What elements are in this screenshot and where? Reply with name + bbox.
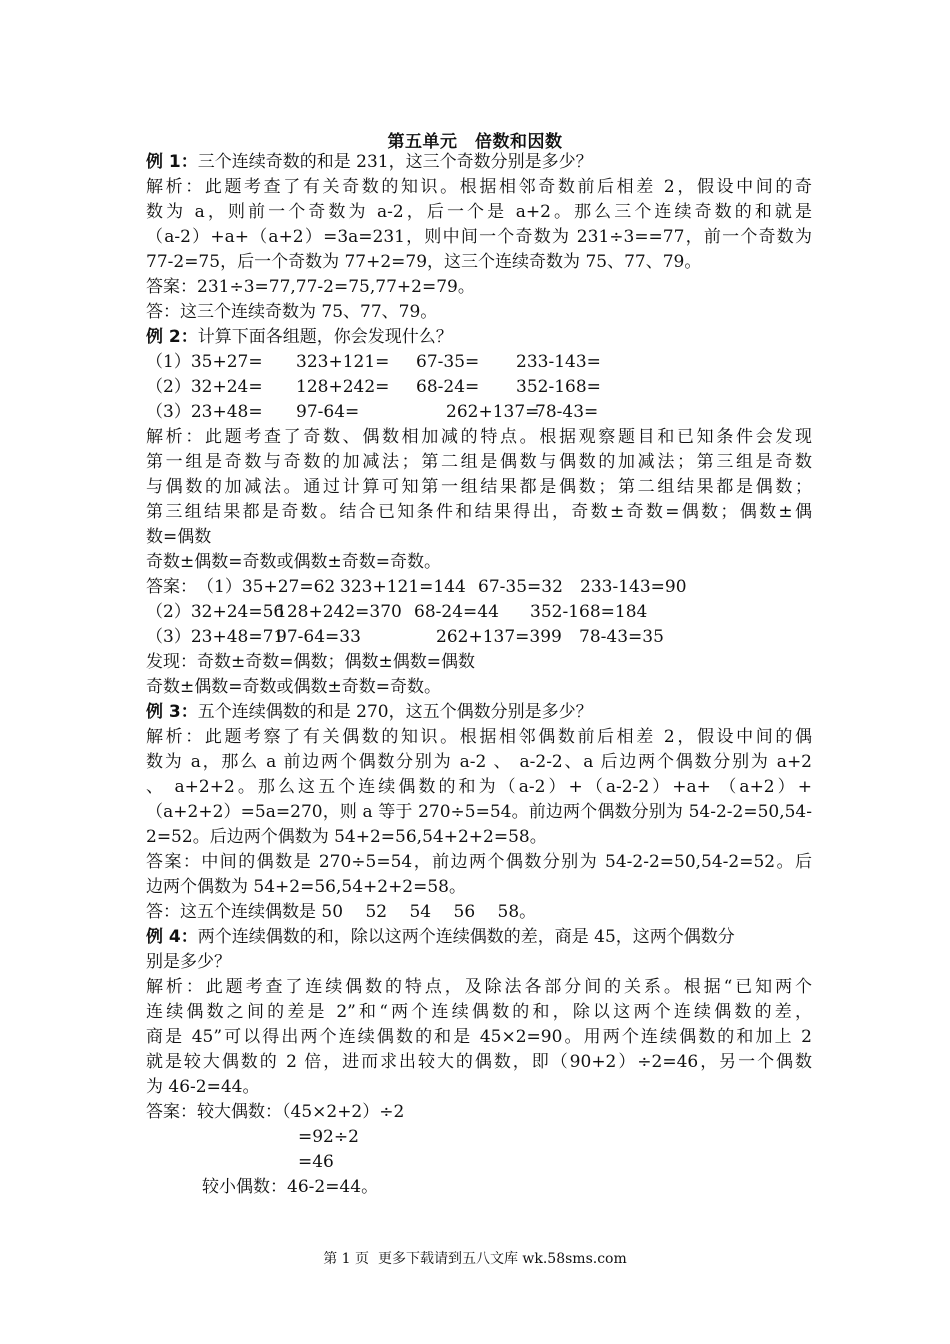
example-1-question: 例 1：三个连续奇数的和是 231，这三个奇数分别是多少？ bbox=[146, 152, 593, 172]
page-title: 第五单元 倍数和因数 bbox=[387, 132, 563, 152]
answer-prefix: 答案： bbox=[146, 577, 197, 597]
example-4-question: 例 4：两个连续偶数的和，除以这两个连续偶数的差，商是 45，这两个偶数分 bbox=[146, 927, 735, 947]
paragraph-line: 数=偶数 bbox=[146, 527, 212, 547]
example-3-question: 例 3：五个连续偶数的和是 270，这五个偶数分别是多少？ bbox=[146, 702, 593, 722]
paragraph-line: 解析：此题考查了有关奇数的知识。根据相邻奇数前后相差 2，假设中间的奇 bbox=[146, 177, 812, 197]
paragraph-line: 商是 45”可以得出两个连续偶数的和是 45×2=90。用两个连续偶数的和加上 2 bbox=[146, 1027, 812, 1047]
paragraph-line: 第一组是奇数与奇数的加减法；第二组是偶数与偶数的加减法；第三组是奇数 bbox=[146, 452, 812, 472]
page-footer: 第 1 页 更多下载请到五八文库 wk.58sms.com bbox=[323, 1251, 627, 1267]
paragraph-line: （a+2+2）=5a=270，则 a 等于 270÷5=54。前边两个偶数分别为 54-2-2=50,54- bbox=[146, 802, 812, 822]
finding-line: 奇数±偶数=奇数或偶数±奇数=奇数。 bbox=[146, 677, 441, 697]
calc-step: 较小偶数：46-2=44。 bbox=[202, 1177, 379, 1197]
paragraph-line: 连续偶数之间的差是 2”和“两个连续偶数的和，除以这两个连续偶数的差， bbox=[146, 1002, 812, 1022]
paragraph-line: 数为 a，那么 a 前边两个偶数分别为 a-2 、 a-2-2、a 后边两个偶数分别为 a+2 bbox=[146, 752, 812, 772]
document-body bbox=[146, 150, 812, 1200]
paragraph-line: 数为 a，则前一个奇数为 a-2，后一个是 a+2。那么三个连续奇数的和就是 bbox=[146, 202, 812, 222]
question-line: 别是多少？ bbox=[146, 952, 231, 972]
example-label: 例 1： bbox=[146, 152, 198, 172]
paragraph-line: 就是较大偶数的 2 倍，进而求出较大的偶数，即（90+2）÷2=46，另一个偶数 bbox=[146, 1052, 812, 1072]
paragraph-line: 为 46-2=44。 bbox=[146, 1077, 260, 1097]
paragraph-line: 奇数±偶数=奇数或偶数±奇数=奇数。 bbox=[146, 552, 441, 572]
paragraph-line: 与偶数的加减法。通过计算可知第一组结果都是偶数；第二组结果都是偶数； bbox=[146, 477, 812, 497]
exercise-row: （1）35+27= 323+121= 67-35= 233-143= bbox=[146, 352, 601, 372]
paragraph-line: 解析：此题考察了有关偶数的知识。根据相邻偶数前后相差 2，假设中间的偶 bbox=[146, 727, 812, 747]
paragraph-line: 解析：此题考查了连续偶数的特点，及除法各部分间的关系。根据“已知两个 bbox=[146, 977, 812, 997]
answer-row: （2）32+24=56128+242=370 68-24=44 352-168=184 bbox=[146, 602, 648, 622]
answer-row: 答案：（1）35+27=62 323+121=144 67-35=32 233-143=90 bbox=[146, 577, 687, 597]
reply-line: 答：这五个连续偶数是 50 52 54 56 58。 bbox=[146, 902, 537, 922]
paragraph-line: 、 a+2+2。那么这五个连续偶数的和为（a-2）+（a-2-2）+a+ （a+2）+ bbox=[146, 777, 812, 797]
example-2-question: 例 2：计算下面各组题，你会发现什么？ bbox=[146, 327, 453, 347]
answer-line: 边两个偶数为 54+2=56,54+2+2=58。 bbox=[146, 877, 467, 897]
exercise-row: （2）32+24= 128+242= 68-24= 352-168= bbox=[146, 377, 601, 397]
paragraph-line: 解析：此题考查了奇数、偶数相加减的特点。根据观察题目和已知条件会发现 bbox=[146, 427, 812, 447]
answer-line: 答案：中间的偶数是 270÷5=54，前边两个偶数分别为 54-2-2=50,54-2=52。后 bbox=[146, 852, 812, 872]
example-label: 例 2： bbox=[146, 327, 198, 347]
paragraph-line: 2=52。后边两个偶数为 54+2=56,54+2+2=58。 bbox=[146, 827, 547, 847]
answer-row: （3）23+48=7197-64=33 262+137=399 78-43=35 bbox=[146, 627, 664, 647]
example-label: 例 3： bbox=[146, 702, 198, 722]
answer-line: 答案：较大偶数：（45×2+2）÷2 bbox=[146, 1102, 405, 1122]
reply-line: 答：这三个连续奇数为 75、77、79。 bbox=[146, 302, 438, 322]
finding-line: 发现：奇数±奇数=偶数；偶数±偶数=偶数 bbox=[146, 652, 475, 672]
answer-line: 答案：231÷3=77,77-2=75,77+2=79。 bbox=[146, 277, 475, 297]
exercise-row: （3）23+48= 97-64= 262+137=78-43= bbox=[146, 402, 599, 422]
paragraph-line: （a-2）+a+（a+2）=3a=231，则中间一个奇数为 231÷3==77，前一个奇数为 bbox=[146, 227, 812, 247]
calc-step: =46 bbox=[298, 1152, 334, 1172]
example-label: 例 4： bbox=[146, 927, 198, 947]
paragraph-line: 第三组结果都是奇数。结合已知条件和结果得出，奇数±奇数=偶数；偶数±偶 bbox=[146, 502, 812, 522]
calc-step: =92÷2 bbox=[298, 1127, 359, 1147]
paragraph-line: 77-2=75，后一个奇数为 77+2=79，这三个连续奇数为 75、77、79。 bbox=[146, 252, 702, 272]
